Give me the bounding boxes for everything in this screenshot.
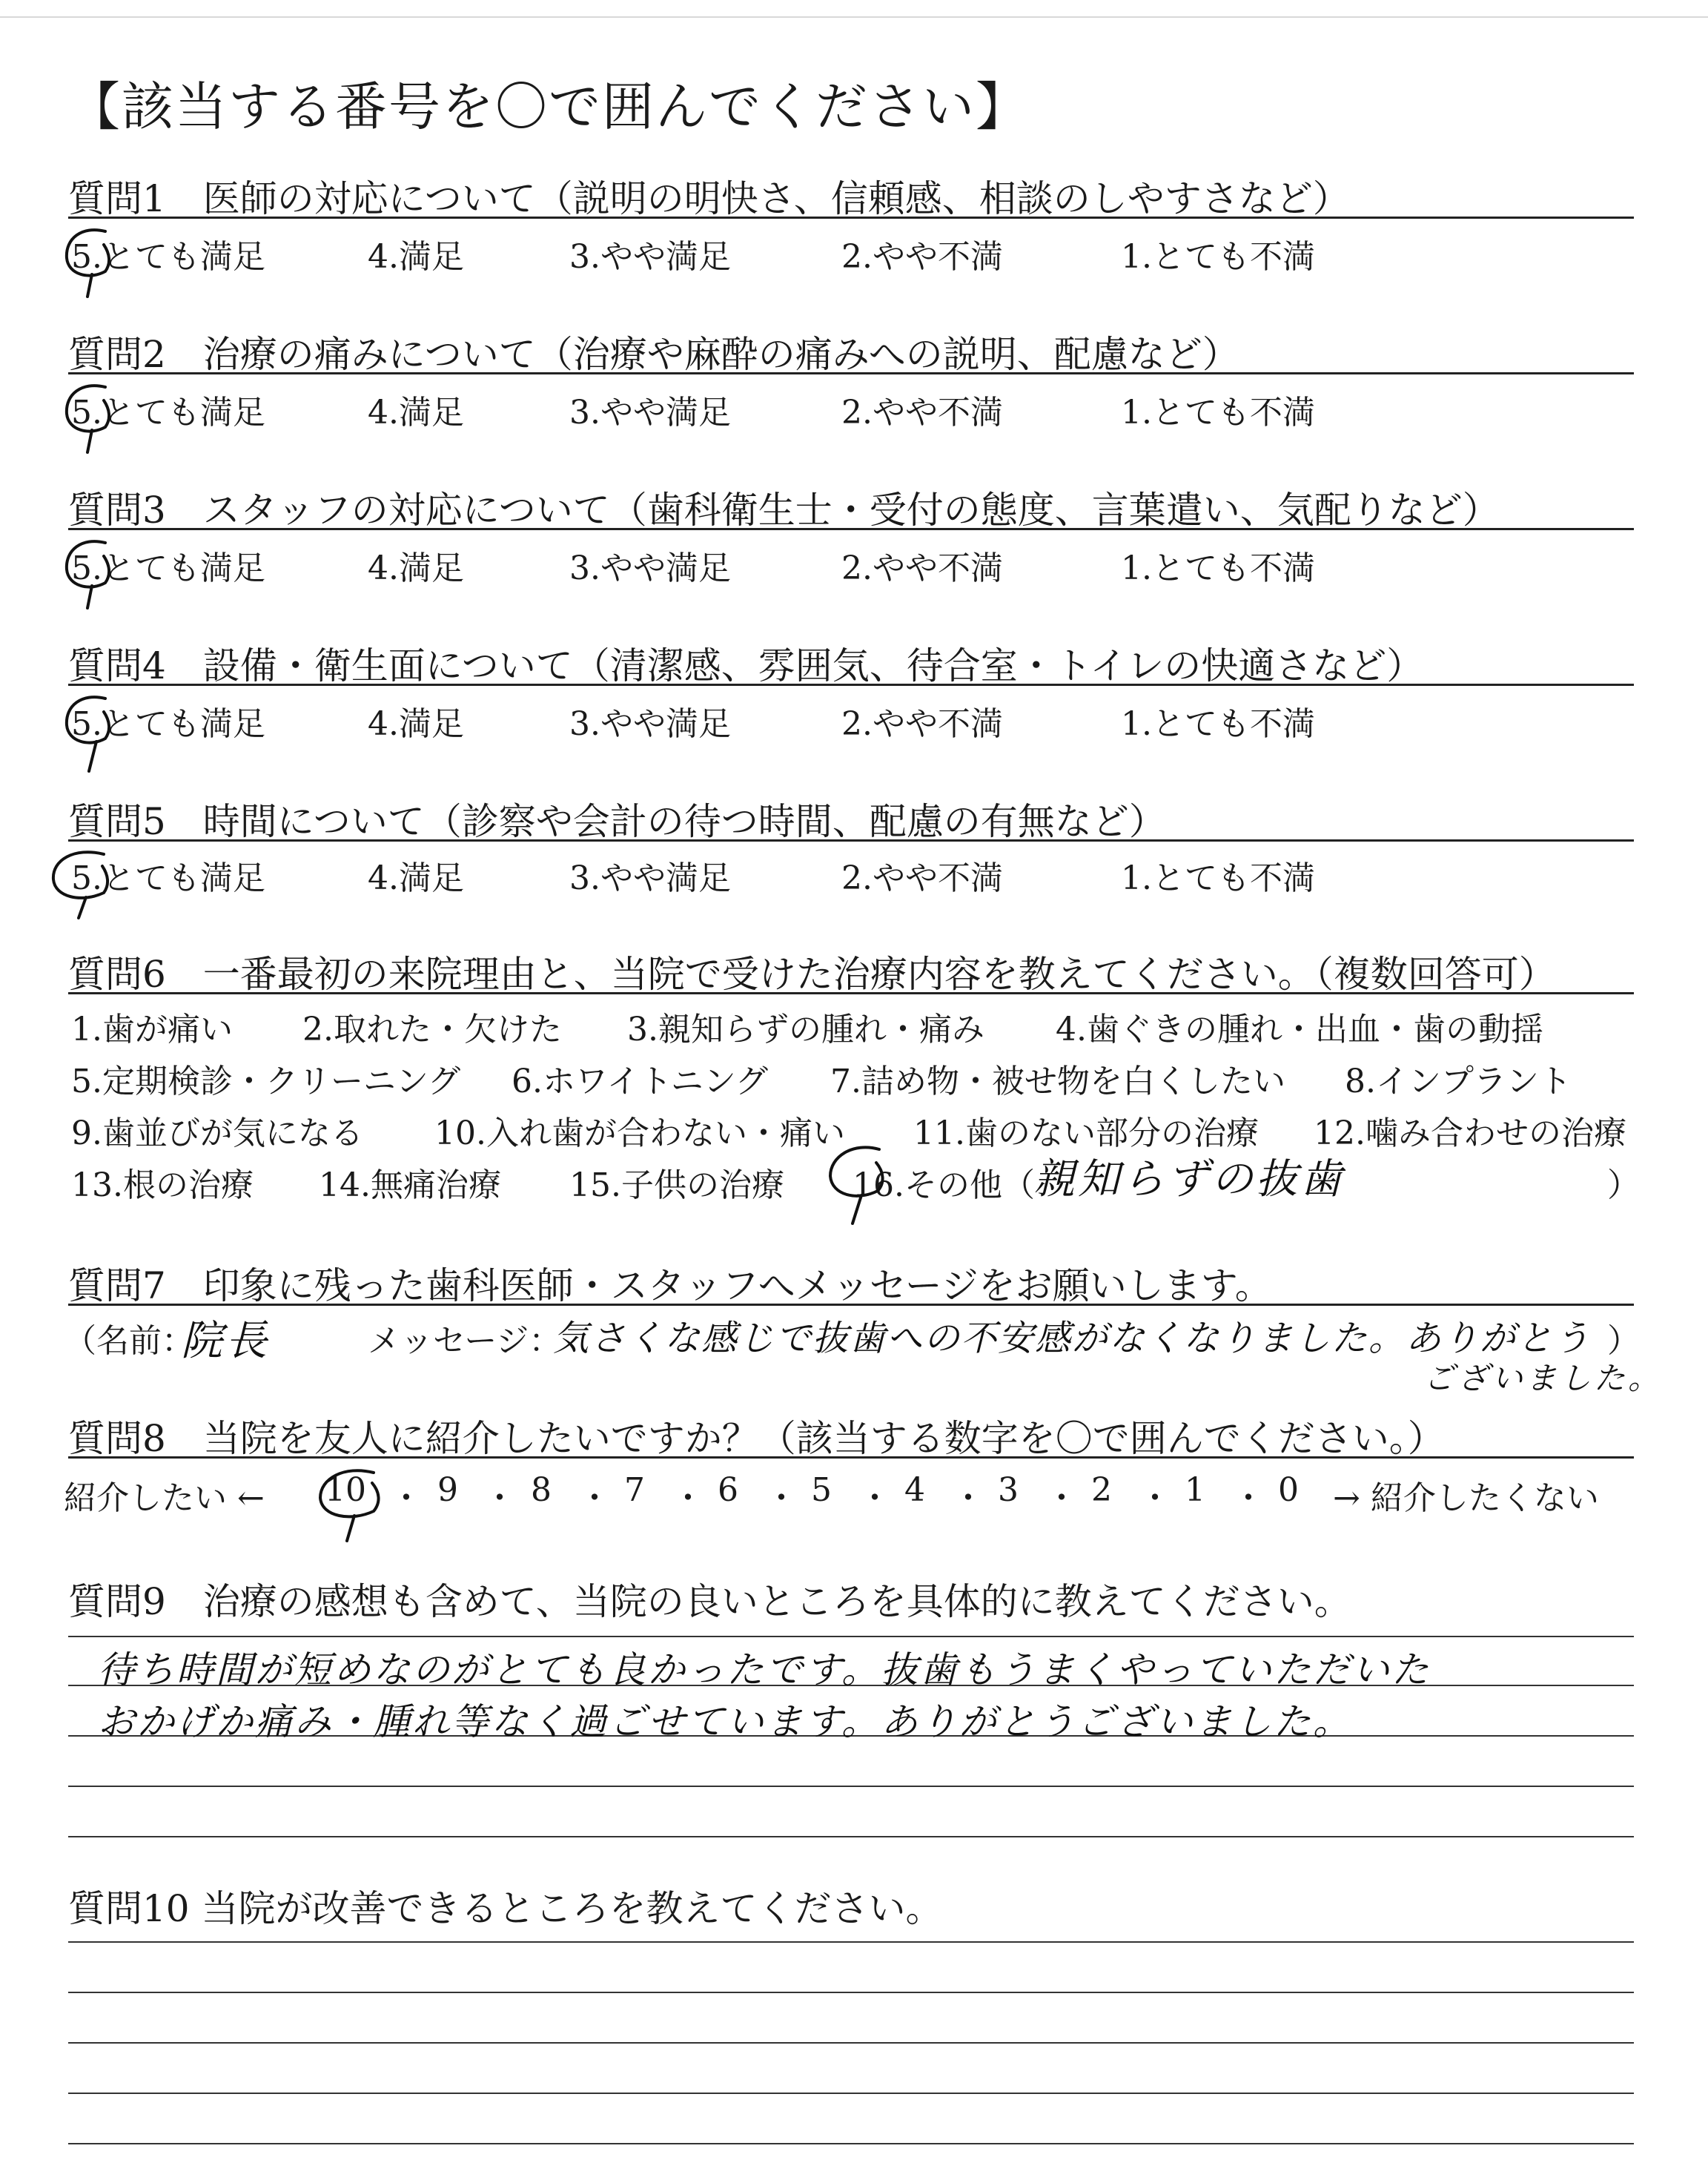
q8-sep: ・ <box>1232 1479 1265 1517</box>
q6-option-7[interactable]: 7.詰め物・被せ物を白くしたい <box>830 1063 1285 1100</box>
q8-sep: ・ <box>390 1479 423 1517</box>
q8-score-8[interactable]: 8 <box>531 1471 552 1509</box>
question-10-label: 質問10 当院が改善できるところを教えてください。 <box>68 1887 943 1930</box>
q5-option-5[interactable]: 5.とても満足 <box>71 859 265 897</box>
q10-answer-line-4 <box>68 2093 1634 2094</box>
q5-option-2[interactable]: 2.やや不満 <box>841 859 1003 897</box>
q8-score-0[interactable]: 0 <box>1278 1471 1299 1509</box>
q6-option-4[interactable]: 4.歯ぐきの腫れ・出血・歯の動揺 <box>1056 1011 1543 1048</box>
q8-sep: ・ <box>858 1479 891 1517</box>
question-1-label: 質問1 医師の対応について（説明の明快さ、信頼感、相談のしやすさなど） <box>68 177 1350 220</box>
q7-name-label: （名前： <box>64 1322 194 1360</box>
q1-option-1[interactable]: 1.とても不満 <box>1121 238 1315 276</box>
question-6-rule <box>68 992 1634 994</box>
q8-right-label: → 紹介したくない <box>1333 1479 1599 1517</box>
q6-option-13[interactable]: 13.根の治療 <box>71 1166 254 1204</box>
q5-option-1[interactable]: 1.とても不満 <box>1121 859 1315 897</box>
q3-option-5[interactable]: 5.とても満足 <box>71 549 265 587</box>
q8-sep: ・ <box>578 1479 611 1517</box>
question-9-label: 質問9 治療の感想も含めて、当院の良いところを具体的に教えてください。 <box>68 1580 1351 1623</box>
q10-answer-line-2 <box>68 1992 1634 1993</box>
question-7-rule <box>68 1304 1634 1306</box>
q4-option-5[interactable]: 5.とても満足 <box>71 705 265 743</box>
q10-answer-line-3 <box>68 2042 1634 2044</box>
q8-score-9[interactable]: 9 <box>437 1471 458 1509</box>
q8-score-1[interactable]: 1 <box>1185 1471 1205 1509</box>
q5-hand-circle <box>44 844 119 925</box>
q3-hand-circle <box>59 534 119 615</box>
q10-answer-line-5 <box>68 2143 1634 2144</box>
page-top-border <box>0 16 1708 18</box>
q2-option-5[interactable]: 5.とても満足 <box>71 394 265 432</box>
question-4-rule <box>68 684 1634 686</box>
q8-score-10[interactable]: 10 <box>325 1471 366 1509</box>
q3-option-1[interactable]: 1.とても不満 <box>1121 549 1315 587</box>
q8-sep: ・ <box>952 1479 984 1517</box>
q6-option-6[interactable]: 6.ホワイトニング <box>512 1063 769 1100</box>
question-2-rule <box>68 372 1634 374</box>
q6-option-15[interactable]: 15.子供の治療 <box>569 1166 784 1204</box>
q7-message-value-cont: ございました。 <box>1423 1360 1663 1396</box>
question-5-label: 質問5 時間について（診察や会計の待つ時間、配慮の有無など） <box>68 800 1166 843</box>
q6-close-paren: ） <box>1607 1166 1640 1204</box>
question-8-rule <box>68 1456 1634 1459</box>
q9-answer-line-1 <box>68 1636 1634 1637</box>
q8-left-label: 紹介したい ← <box>64 1479 265 1517</box>
q1-option-4[interactable]: 4.満足 <box>368 238 464 276</box>
q6-option-1[interactable]: 1.歯が痛い <box>71 1011 233 1048</box>
q2-option-2[interactable]: 2.やや不満 <box>841 394 1003 432</box>
q8-hand-circle <box>311 1464 385 1545</box>
q3-option-3[interactable]: 3.やや満足 <box>569 549 731 587</box>
q8-sep: ・ <box>672 1479 704 1517</box>
question-5-rule <box>68 839 1634 842</box>
q6-option-5[interactable]: 5.定期検診・クリーニング <box>71 1063 461 1100</box>
question-1-rule <box>68 217 1634 219</box>
q8-score-4[interactable]: 4 <box>904 1471 925 1509</box>
q9-answer-text-2: おかげか痛み・腫れ等なく過ごせています。ありがとうございました。 <box>98 1700 1352 1743</box>
q7-name-value: 院長 <box>181 1317 270 1365</box>
q8-score-7[interactable]: 7 <box>624 1471 645 1509</box>
q2-option-3[interactable]: 3.やや満足 <box>569 394 731 432</box>
q4-option-1[interactable]: 1.とても不満 <box>1121 705 1315 743</box>
q6-option-3[interactable]: 3.親知らずの腫れ・痛み <box>627 1011 984 1048</box>
question-2-label: 質問2 治療の痛みについて（治療や麻酔の痛みへの説明、配慮など） <box>68 333 1239 376</box>
q6-option-9[interactable]: 9.歯並びが気になる <box>71 1114 363 1152</box>
q9-answer-text-1: 待ち時間が短めなのがとても良かったです。抜歯もうまくやっていただいた <box>98 1648 1431 1691</box>
q8-sep: ・ <box>765 1479 798 1517</box>
q9-answer-line-4 <box>68 1786 1634 1787</box>
question-8-label: 質問8 当院を友人に紹介したいですか？（該当する数字を〇で囲んでください。） <box>68 1417 1445 1460</box>
q6-option-8[interactable]: 8.インプラント <box>1345 1063 1572 1100</box>
q2-hand-circle <box>59 378 119 460</box>
q6-option-16[interactable]: 16.その他（ <box>853 1166 1035 1204</box>
q6-hand-circle <box>823 1142 890 1231</box>
q10-answer-line-1 <box>68 1941 1634 1943</box>
q6-option-10[interactable]: 10.入れ歯が合わない・痛い <box>434 1114 845 1152</box>
q6-option-11[interactable]: 11.歯のない部分の治療 <box>913 1114 1259 1152</box>
q7-message-label: メッセージ： <box>368 1322 562 1360</box>
q7-message-value: 気さくな感じで抜歯への不安感がなくなりました。ありがとう <box>553 1318 1592 1359</box>
q6-option-14[interactable]: 14.無痛治療 <box>319 1166 501 1204</box>
q8-sep: ・ <box>1045 1479 1078 1517</box>
q8-score-6[interactable]: 6 <box>718 1471 738 1509</box>
form-title: 【該当する番号を〇で囲んでください】 <box>68 76 1029 137</box>
q4-option-2[interactable]: 2.やや不満 <box>841 705 1003 743</box>
q8-score-3[interactable]: 3 <box>998 1471 1019 1509</box>
q8-sep: ・ <box>1139 1479 1171 1517</box>
q3-option-4[interactable]: 4.満足 <box>368 549 464 587</box>
q9-answer-line-5 <box>68 1836 1634 1837</box>
q6-option-2[interactable]: 2.取れた・欠けた <box>302 1011 562 1048</box>
q6-other-handwritten: 親知らずの抜歯 <box>1033 1155 1345 1203</box>
q3-option-2[interactable]: 2.やや不満 <box>841 549 1003 587</box>
question-7-label: 質問7 印象に残った歯科医師・スタッフへメッセージをお願いします。 <box>68 1264 1272 1307</box>
q5-option-3[interactable]: 3.やや満足 <box>569 859 731 897</box>
q1-hand-circle <box>59 222 119 304</box>
q4-option-4[interactable]: 4.満足 <box>368 705 464 743</box>
q5-option-4[interactable]: 4.満足 <box>368 859 464 897</box>
q4-hand-circle <box>59 690 119 779</box>
question-4-label: 質問4 設備・衛生面について（清潔感、雰囲気、待合室・トイレの快適さなど） <box>68 644 1424 687</box>
q8-sep: ・ <box>483 1479 516 1517</box>
q6-option-12[interactable]: 12.噛み合わせの治療 <box>1314 1114 1626 1152</box>
q7-close-paren: ） <box>1607 1322 1640 1360</box>
q8-score-2[interactable]: 2 <box>1091 1471 1112 1509</box>
q4-option-3[interactable]: 3.やや満足 <box>569 705 731 743</box>
q1-option-3[interactable]: 3.やや満足 <box>569 238 731 276</box>
q1-option-5[interactable]: 5.とても満足 <box>71 238 265 276</box>
q2-option-4[interactable]: 4.満足 <box>368 394 464 432</box>
q8-score-5[interactable]: 5 <box>811 1471 832 1509</box>
question-6-label: 質問6 一番最初の来院理由と、当院で受けた治療内容を教えてください。（複数回答可） <box>68 953 1556 996</box>
question-3-rule <box>68 528 1634 530</box>
q2-option-1[interactable]: 1.とても不満 <box>1121 394 1315 432</box>
q1-option-2[interactable]: 2.やや不満 <box>841 238 1003 276</box>
question-3-label: 質問3 スタッフの対応について（歯科衛生士・受付の態度、言葉遣い、気配りなど） <box>68 489 1500 532</box>
